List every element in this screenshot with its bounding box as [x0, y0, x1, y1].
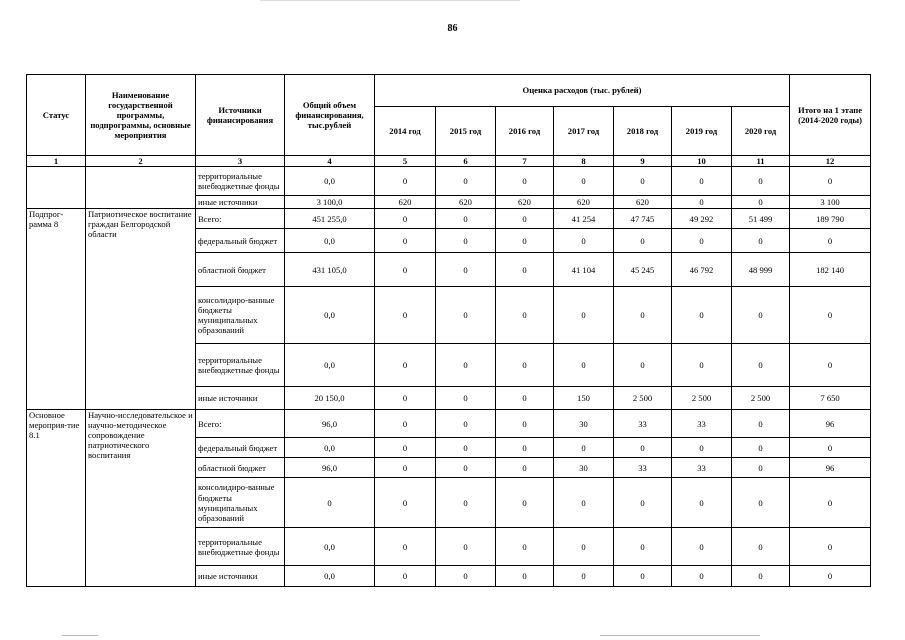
name-cell: Патриотическое воспитание граждан Белгородской области — [86, 209, 196, 410]
value-cell: 0 — [496, 229, 554, 253]
value-cell: 0 — [436, 478, 496, 528]
source-cell: территориальные внебюджетные фонды — [196, 167, 285, 196]
value-cell: 0 — [672, 438, 732, 458]
name-cell: Научно-исследовательское и научно-методическое сопровождение патриотического воспитания — [86, 410, 196, 587]
column-number: 4 — [285, 156, 375, 167]
source-cell: областной бюджет — [196, 458, 285, 478]
value-cell: 0 — [614, 229, 672, 253]
value-cell: 0 — [554, 478, 614, 528]
status-cell: Подпрог-рамма 8 — [27, 209, 86, 410]
value-cell: 0 — [375, 344, 436, 387]
scan-top-edge — [260, 0, 520, 1]
header-year: 2015 год — [436, 107, 496, 156]
value-cell: 0 — [672, 478, 732, 528]
value-cell: 41 104 — [554, 253, 614, 287]
name-cell — [86, 167, 196, 209]
value-cell: 0 — [496, 253, 554, 287]
value-cell: 620 — [436, 196, 496, 209]
column-number: 6 — [436, 156, 496, 167]
value-cell: 96 — [790, 458, 871, 478]
value-cell: 0 — [375, 387, 436, 410]
value-cell: 0 — [790, 167, 871, 196]
value-cell: 0 — [436, 229, 496, 253]
value-cell: 0 — [375, 438, 436, 458]
header-year: 2016 год — [496, 107, 554, 156]
value-cell: 0 — [672, 196, 732, 209]
column-number: 12 — [790, 156, 871, 167]
source-cell: иные источники — [196, 196, 285, 209]
value-cell: 33 — [614, 458, 672, 478]
value-cell: 0 — [496, 344, 554, 387]
value-cell: 0 — [732, 528, 790, 566]
column-number: 5 — [375, 156, 436, 167]
value-cell: 0 — [375, 287, 436, 344]
value-cell: 0 — [554, 229, 614, 253]
value-cell: 0 — [436, 438, 496, 458]
value-cell: 0 — [375, 458, 436, 478]
value-cell: 0 — [732, 344, 790, 387]
header-year: 2018 год — [614, 107, 672, 156]
page-number: 86 — [447, 23, 458, 34]
value-cell: 0 — [732, 478, 790, 528]
value-cell: 30 — [554, 410, 614, 438]
value-cell: 0 — [375, 253, 436, 287]
value-cell: 431 105,0 — [285, 253, 375, 287]
value-cell: 0 — [732, 438, 790, 458]
value-cell: 0 — [436, 566, 496, 587]
column-number: 8 — [554, 156, 614, 167]
value-cell: 0,0 — [285, 287, 375, 344]
header-estimate: Оценка расходов (тыс. рублей) — [375, 75, 790, 107]
value-cell: 0 — [554, 167, 614, 196]
value-cell: 0 — [672, 566, 732, 587]
value-cell: 96 — [790, 410, 871, 438]
value-cell: 0 — [614, 287, 672, 344]
source-cell: Всего: — [196, 410, 285, 438]
column-number: 2 — [86, 156, 196, 167]
value-cell: 33 — [672, 458, 732, 478]
value-cell: 0 — [285, 478, 375, 528]
source-cell: территориальные внебюджетные фонды — [196, 344, 285, 387]
value-cell: 51 499 — [732, 209, 790, 229]
column-number: 9 — [614, 156, 672, 167]
value-cell: 0 — [790, 344, 871, 387]
value-cell: 47 745 — [614, 209, 672, 229]
value-cell: 0 — [554, 438, 614, 458]
value-cell: 0 — [790, 287, 871, 344]
value-cell: 0 — [496, 458, 554, 478]
value-cell: 0 — [732, 566, 790, 587]
value-cell: 620 — [375, 196, 436, 209]
value-cell: 0 — [496, 387, 554, 410]
source-cell: Всего: — [196, 209, 285, 229]
value-cell: 48 999 — [732, 253, 790, 287]
value-cell: 0 — [614, 478, 672, 528]
status-cell: Основное мероприя-тие 8.1 — [27, 410, 86, 587]
source-cell: иные источники — [196, 566, 285, 587]
header-name: Наименование государственной программы, подпрограммы, основные мероприятия — [86, 75, 196, 156]
value-cell: 0 — [732, 287, 790, 344]
value-cell: 0,0 — [285, 528, 375, 566]
value-cell: 0 — [496, 566, 554, 587]
scan-bottom-edge — [600, 635, 760, 636]
value-cell: 0 — [672, 344, 732, 387]
value-cell: 33 — [672, 410, 732, 438]
value-cell: 0 — [436, 528, 496, 566]
value-cell: 2 500 — [732, 387, 790, 410]
header-year: 2019 год — [672, 107, 732, 156]
value-cell: 0 — [375, 528, 436, 566]
header-total-volume: Общий объем финансирования, тыс.рублей — [285, 75, 375, 156]
value-cell: 0 — [790, 566, 871, 587]
value-cell: 0 — [436, 387, 496, 410]
column-number: 10 — [672, 156, 732, 167]
value-cell: 0 — [375, 167, 436, 196]
value-cell: 620 — [614, 196, 672, 209]
table-row — [27, 167, 871, 196]
value-cell: 189 790 — [790, 209, 871, 229]
value-cell: 7 650 — [790, 387, 871, 410]
header-year: 2014 год — [375, 107, 436, 156]
value-cell: 0 — [672, 287, 732, 344]
value-cell: 0,0 — [285, 167, 375, 196]
value-cell: 0 — [790, 528, 871, 566]
value-cell: 0 — [732, 229, 790, 253]
value-cell: 2 500 — [672, 387, 732, 410]
value-cell: 30 — [554, 458, 614, 478]
source-cell: территориальные внебюджетные фонды — [196, 528, 285, 566]
value-cell: 0 — [614, 438, 672, 458]
value-cell: 0 — [436, 253, 496, 287]
value-cell: 620 — [496, 196, 554, 209]
value-cell: 0 — [436, 458, 496, 478]
value-cell: 0 — [554, 566, 614, 587]
value-cell: 0 — [614, 167, 672, 196]
value-cell: 2 500 — [614, 387, 672, 410]
value-cell: 0 — [672, 528, 732, 566]
value-cell: 150 — [554, 387, 614, 410]
value-cell: 49 292 — [672, 209, 732, 229]
value-cell: 451 255,0 — [285, 209, 375, 229]
value-cell: 182 140 — [790, 253, 871, 287]
value-cell: 0 — [732, 458, 790, 478]
value-cell: 0 — [614, 344, 672, 387]
value-cell: 0 — [375, 229, 436, 253]
value-cell: 0 — [554, 528, 614, 566]
column-number: 7 — [496, 156, 554, 167]
value-cell: 620 — [554, 196, 614, 209]
source-cell: иные источники — [196, 387, 285, 410]
value-cell: 0 — [732, 410, 790, 438]
column-number-row — [27, 156, 871, 167]
value-cell: 0 — [436, 167, 496, 196]
source-cell: федеральный бюджет — [196, 229, 285, 253]
value-cell: 0 — [790, 438, 871, 458]
value-cell: 0 — [375, 209, 436, 229]
table-row — [27, 410, 871, 438]
header-sources: Источники финансирования — [196, 75, 285, 156]
source-cell: консолидиро-ванные бюджеты муниципальных образований — [196, 478, 285, 528]
value-cell: 0 — [496, 287, 554, 344]
source-cell: консолидиро-ванные бюджеты муниципальных образований — [196, 287, 285, 344]
column-number: 1 — [27, 156, 86, 167]
value-cell: 0,0 — [285, 438, 375, 458]
value-cell: 33 — [614, 410, 672, 438]
value-cell: 0 — [614, 566, 672, 587]
value-cell: 0 — [436, 344, 496, 387]
value-cell: 96,0 — [285, 458, 375, 478]
source-cell: областной бюджет — [196, 253, 285, 287]
value-cell: 0 — [672, 229, 732, 253]
value-cell: 0 — [790, 229, 871, 253]
value-cell: 0 — [375, 566, 436, 587]
value-cell: 3 100,0 — [285, 196, 375, 209]
value-cell: 0 — [375, 410, 436, 438]
column-number: 3 — [196, 156, 285, 167]
value-cell: 0 — [436, 287, 496, 344]
value-cell: 0,0 — [285, 566, 375, 587]
value-cell: 0 — [496, 438, 554, 458]
value-cell: 96,0 — [285, 410, 375, 438]
value-cell: 3 100 — [790, 196, 871, 209]
table-body — [27, 167, 871, 587]
header-year: 2020 год — [732, 107, 790, 156]
header-stage-total: Итого на 1 этапе (2014-2020 годы) — [790, 75, 871, 156]
table-row — [27, 209, 871, 229]
value-cell: 0 — [496, 478, 554, 528]
value-cell: 41 254 — [554, 209, 614, 229]
value-cell: 0 — [732, 196, 790, 209]
source-cell: федеральный бюджет — [196, 438, 285, 458]
value-cell: 0 — [672, 167, 732, 196]
scan-bottom-edge — [62, 635, 98, 636]
budget-table — [26, 74, 871, 587]
value-cell: 0 — [496, 410, 554, 438]
value-cell: 0 — [375, 478, 436, 528]
status-cell — [27, 167, 86, 209]
value-cell: 0 — [732, 167, 790, 196]
value-cell: 20 150,0 — [285, 387, 375, 410]
value-cell: 0 — [496, 528, 554, 566]
value-cell: 0 — [614, 528, 672, 566]
value-cell: 0 — [790, 478, 871, 528]
value-cell: 0 — [554, 287, 614, 344]
header-status: Статус — [27, 75, 86, 156]
value-cell: 0,0 — [285, 344, 375, 387]
value-cell: 0 — [496, 167, 554, 196]
column-number: 11 — [732, 156, 790, 167]
value-cell: 0 — [436, 209, 496, 229]
value-cell: 0 — [436, 410, 496, 438]
value-cell: 45 245 — [614, 253, 672, 287]
value-cell: 0 — [554, 344, 614, 387]
value-cell: 0 — [496, 209, 554, 229]
value-cell: 46 792 — [672, 253, 732, 287]
header-year: 2017 год — [554, 107, 614, 156]
value-cell: 0,0 — [285, 229, 375, 253]
